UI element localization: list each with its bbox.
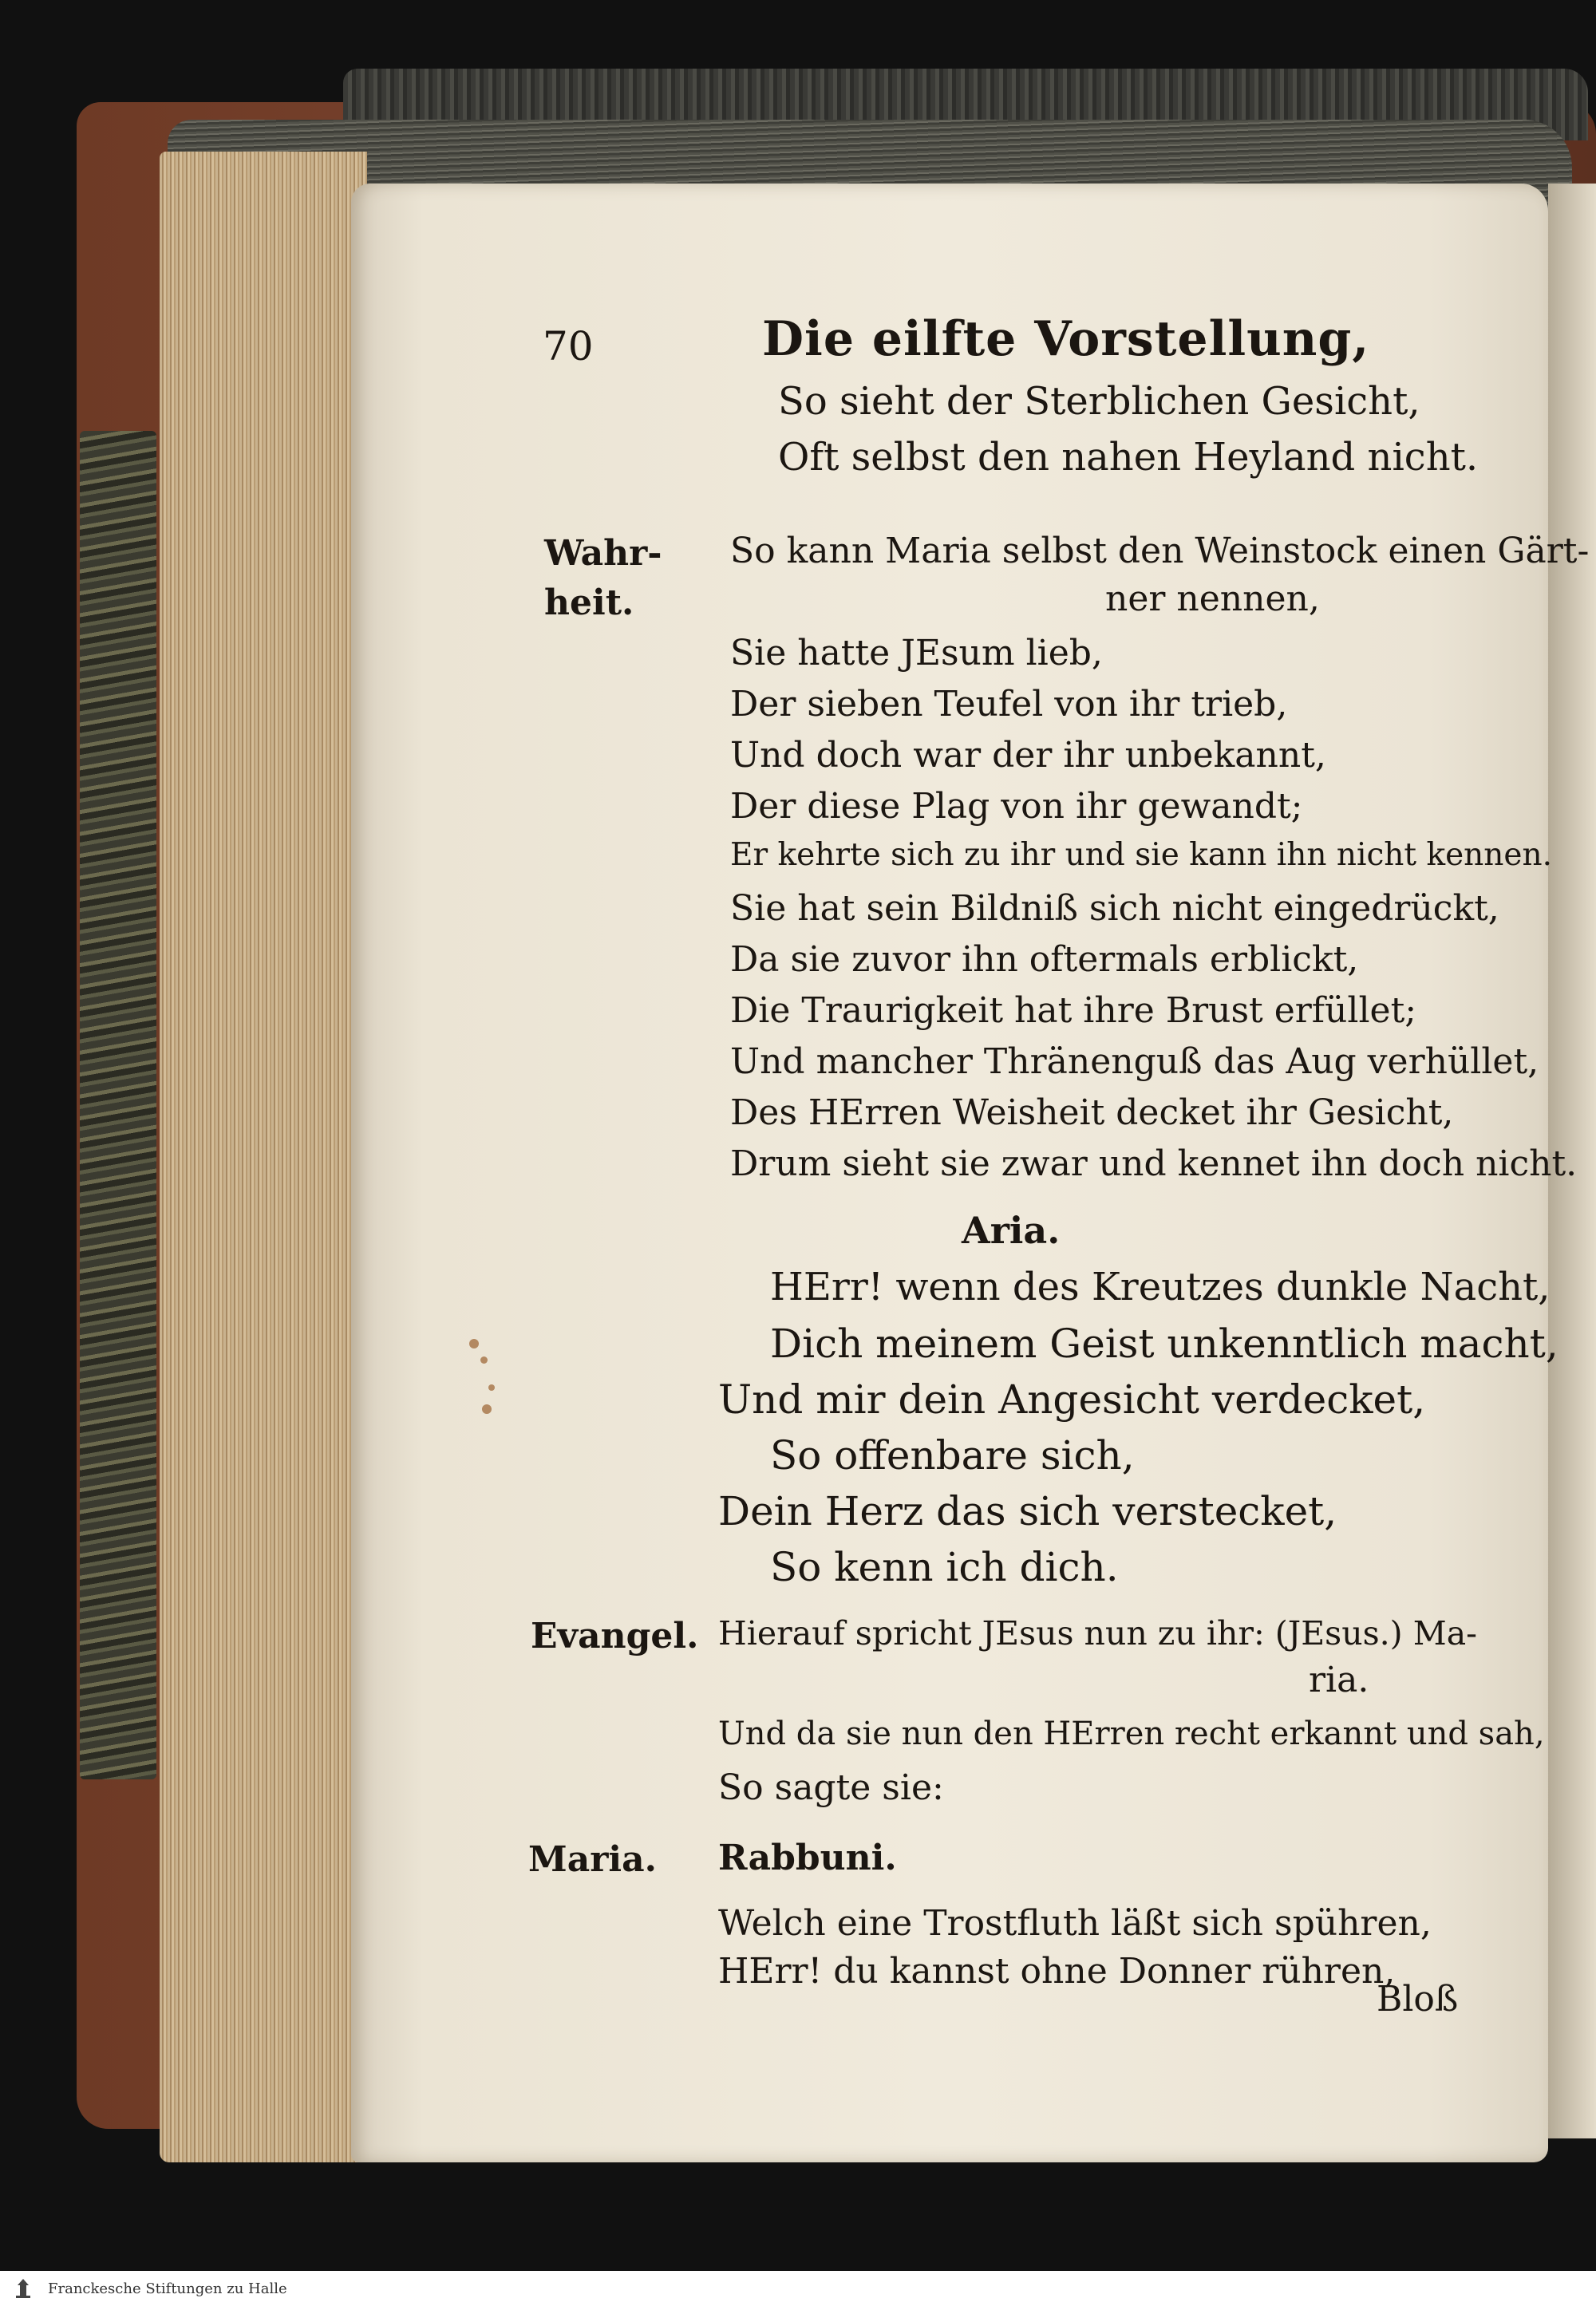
verse-line: Welch eine Trostfluth läßt sich spühren, [718, 1903, 1432, 1944]
speaker-label: heit. [544, 582, 634, 623]
verse-line: Rabbuni. [718, 1838, 897, 1878]
verse-line: Der sieben Teufel von ihr trieb, [730, 684, 1288, 725]
aria-line: So offenbare sich, [770, 1432, 1135, 1479]
running-title: Die eilfte Vorstellung, [762, 311, 1370, 367]
stain-mark [480, 1356, 488, 1364]
verse-line: So kann Maria selbst den Weinstock einen Gärt- [730, 531, 1590, 571]
foundation-logo-icon [11, 2276, 35, 2300]
stain-mark [469, 1339, 479, 1348]
speaker-label: Maria. [528, 1839, 657, 1880]
stain-mark [482, 1404, 492, 1414]
verse-line: So sagte sie: [718, 1767, 944, 1808]
footer-bar [0, 2271, 1596, 2306]
verse-line: ria. [1309, 1660, 1369, 1700]
verse-line: Und mancher Thränenguß das Aug verhüllet, [730, 1041, 1539, 1082]
stain-mark [488, 1384, 495, 1391]
verse-line: Drum sieht sie zwar und kennet ihn doch nicht. [730, 1143, 1578, 1184]
speaker-label: Evangel. [531, 1616, 699, 1656]
aria-line: Dein Herz das sich verstecket, [718, 1488, 1337, 1534]
page-stack-edge [160, 152, 367, 2162]
page-number: 70 [543, 323, 594, 369]
verse-line: Sie hat sein Bildniß sich nicht eingedrückt, [730, 888, 1499, 929]
aria-line: Und mir dein Angesicht verdecket, [718, 1376, 1426, 1423]
verse-line: HErr! du kannst ohne Donner rühren, [718, 1951, 1396, 1992]
verse-line: Und doch war der ihr unbekannt, [730, 735, 1326, 776]
verse-line: Des HErren Weisheit decket ihr Gesicht, [730, 1092, 1454, 1133]
marbled-board [80, 431, 156, 1779]
verse-line: Die Traurigkeit hat ihre Brust erfüllet; [730, 990, 1417, 1031]
verse-line: Sie hatte JEsum lieb, [730, 633, 1103, 673]
verse-line: So sieht der Sterblichen Gesicht, [778, 379, 1420, 424]
verse-line: Oft selbst den nahen Heyland nicht. [778, 435, 1479, 480]
catchword: Bloß [1377, 1979, 1459, 2020]
verse-line: Hierauf spricht JEsus nun zu ihr: (JEsus.) Ma- [718, 1614, 1477, 1653]
institution-label: Franckesche Stiftungen zu Halle [48, 2280, 287, 2297]
verse-line: Er kehrte sich zu ihr und sie kann ihn nicht kennen. [730, 837, 1553, 873]
verse-line: ner nennen, [1105, 578, 1320, 619]
verse-line: Der diese Plag von ihr gewandt; [730, 786, 1303, 827]
aria-line: Dich meinem Geist unkenntlich macht, [770, 1321, 1558, 1367]
verse-line: Da sie zuvor ihn oftermals erblickt, [730, 939, 1359, 980]
verse-line: Und da sie nun den HErren recht erkannt und sah, [718, 1716, 1545, 1752]
speaker-label: Wahr- [544, 533, 662, 574]
aria-line: HErr! wenn des Kreutzes dunkle Nacht, [770, 1265, 1551, 1309]
aria-line: So kenn ich dich. [770, 1544, 1119, 1590]
aria-heading: Aria. [962, 1209, 1061, 1252]
